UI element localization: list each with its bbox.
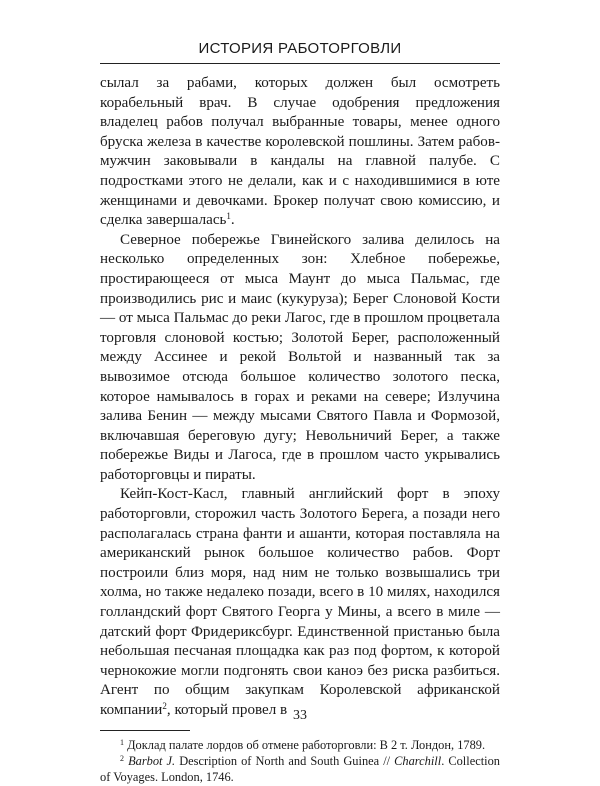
footnote-1-text: Доклад палате лордов об отмене работорговли: В 2 т. Лондон, 1789.	[127, 737, 486, 752]
paragraph-3-tail: , который провел в	[166, 702, 288, 718]
page-number: 33	[293, 708, 307, 723]
footnotes	[100, 737, 500, 786]
header-rule	[100, 63, 500, 64]
paragraph-3-text: Кейп-Кост-Касл, главный английский форт в эпоху работорговли, сторожил часть Золотого Берега, а позади него располагалась страна фанти и ашанти, которая поставляла на американский рынок большое количество рабов. Форт построили близ моря, над ним не только возвышались три холма, но также недалеко позади, всего в 10 милях, находился голландский форт Святого Георга у Мины, а всего в миле — датский форт Фридериксбург. Единственной пристанью была небольшая песчаная площадка как раз под фортом, к которой чернокожие могли подгонять свои каноэ без риска разбиться. Агент по общим закупкам Королевской африканской компании	[100, 486, 500, 718]
footnote-1	[100, 737, 500, 753]
footnote-ref-1: 1	[226, 211, 231, 222]
footnote-2-rest: . Collection of Voyages. London, 1746.	[100, 754, 500, 785]
paragraph-1: сылал за рабами, которых должен был осмотреть корабельный врач. В случае одобрения предложения владелец рабов получал выбранные товары, менее одного бруска железа в качестве королевской пошлины. Затем рабов-мужчин заковывали в кандалы на главной палубе. С подростками этого не делали, как и с находившимися в юте женщинами и девочками. Брокер получат свою комиссию, и сделка завершалась$^1$.	[100, 75, 500, 229]
paragraph-1-text: сылал за рабами, которых должен был осмотреть корабельный врач. В случае одобрения предложения владелец рабов получал выбранные товары, менее одного бруска железа в качестве королевской пошлины. Затем рабов-мужчин заковывали в кандалы на главной палубе. С подростками этого не делали, как и с находившимися в юте женщинами и девочками. Брокер получат свою комиссию, и сделка завершалась	[100, 75, 500, 229]
footnote-2-source: Charchill	[394, 754, 442, 768]
paragraph-2-text: Северное побережье Гвинейского залива делилось на несколько определенных зон: Хлебное побережье, простирающееся от мыса Маунт до мыса Пальмас, где производились рис и маис (кукуруза); Берег Слоновой Кости — от мыса Пальмас до реки Лагос, где в прошлом процветала торговля слоновой костью; Золотой Берег, расположенный между Ассинее и рекой Вольтой и названный так за вывозимое отсюда большое количество золотого песка, которое намывалось в горах и реками на севере; Излучина залива Бенин — между мысами Святого Павла и Формозой, включавшая береговую дугу; Невольничий Берег, а также побережье Виды и Лагоса, где в прошлом часто укрывались работорговцы и пираты.	[100, 231, 500, 483]
book-page	[100, 40, 500, 785]
footnote-2-text: Description of North and South Guinea //	[175, 754, 395, 768]
footnote-1-number: 1	[120, 737, 124, 747]
paragraph-3	[100, 485, 500, 720]
footnote-2-author: Barbot J.	[128, 754, 176, 768]
footnote-2	[100, 753, 500, 786]
footnote-2-number: 2	[120, 754, 124, 763]
footnote-rule	[100, 730, 190, 731]
running-head: ИСТОРИЯ РАБОТОРГОВЛИ	[198, 40, 402, 57]
paragraph-2	[100, 231, 500, 486]
body-text	[100, 74, 500, 721]
footnote-ref-2: 2	[162, 701, 167, 711]
